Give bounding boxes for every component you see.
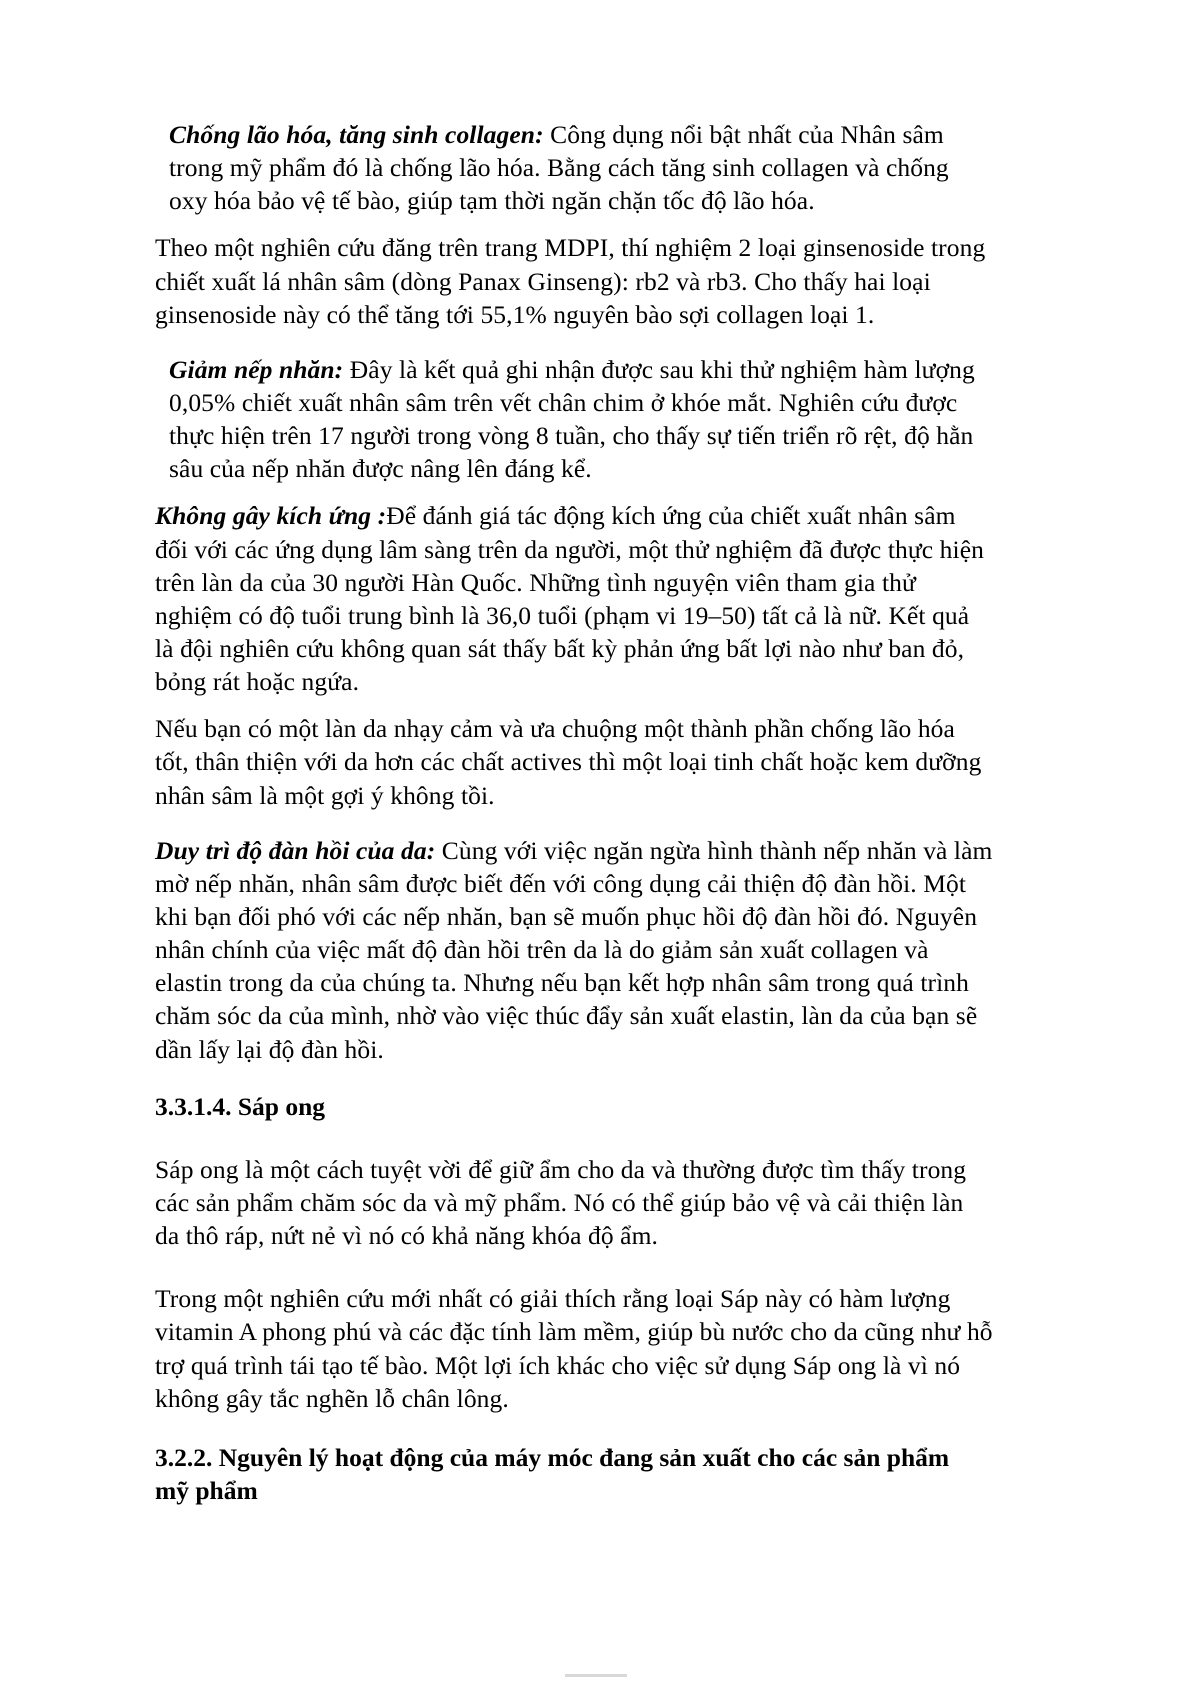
heading-machine-principles-line2: mỹ phẩm: [155, 1475, 258, 1505]
document-body: [155, 118, 993, 1507]
paragraph-wrinkle-reduction: [155, 353, 993, 486]
page-bottom-marker: [565, 1674, 627, 1677]
heading-machine-principles: [155, 1441, 993, 1507]
paragraph-text-elasticity: Cùng với việc ngăn ngừa hình thành nếp nhăn và làm mờ nếp nhăn, nhân sâm được biết đến với công dụng cải thiện độ đàn hồi. Một khi bạn đối phó với các nếp nhăn, bạn sẽ muốn phục hồi độ đàn hồi đó. Nguyên nhân chính của việc mất độ đàn hồi trên da là do giảm sản xuất collagen và elastin trong da của chúng ta. Nhưng nếu bạn kết hợp nhân sâm trong quá trình chăm sóc da của mình, nhờ vào việc thúc đẩy sản xuất elastin, làn da của bạn sẽ dần lấy lại độ đàn hồi.: [155, 835, 993, 1064]
paragraph-text-non-irritating: Để đánh giá tác động kích ứng của chiết xuất nhân sâm đối với các ứng dụng lâm sàng trên da người, một thử nghiệm đã được thực hiện trên làn da của 30 người Hàn Quốc. Những tình nguyện viên tham gia thử nghiệm có độ tuổi trung bình là 36,0 tuổi (phạm vi 19–50) tất cả là nữ. Kết quả là đội nghiên cứu không quan sát thấy bất kỳ phản ứng bất lợi nào như ban đỏ, bỏng rát hoặc ngứa.: [155, 501, 984, 697]
paragraph-lead-elasticity: Duy trì độ đàn hồi của da:: [155, 835, 436, 865]
paragraph-lead-anti-aging: Chống lão hóa, tăng sinh collagen:: [169, 120, 544, 149]
paragraph-mdpi-study: [155, 231, 993, 330]
heading-machine-principles-line1: 3.2.2. Nguyên lý hoạt động của máy móc đang sản xuất cho các sản phẩm: [155, 1442, 950, 1472]
paragraph-lead-wrinkle-reduction: Giảm nếp nhăn:: [169, 354, 344, 384]
paragraph-anti-aging: [155, 118, 993, 217]
paragraph-sensitive-skin: [155, 712, 993, 811]
paragraph-text-beeswax-study: Trong một nghiên cứu mới nhất có giải thích rằng loại Sáp này có hàm lượng vitamin A phong phú và các đặc tính làm mềm, giúp bù nước cho da cũng như hỗ trợ quá trình tái tạo tế bào. Một lợi ích khác cho việc sử dụng Sáp ong là vì nó không gây tắc nghẽn lỗ chân lông.: [155, 1284, 993, 1413]
paragraph-text-wrinkle-reduction: Đây là kết quả ghi nhận được sau khi thử nghiệm hàm lượng 0,05% chiết xuất nhân sâm trên vết chân chim ở khóe mắt. Nghiên cứu được thực hiện trên 17 người trong vòng 8 tuần, cho thấy sự tiến triển rõ rệt, độ hằn sâu của nếp nhăn được nâng lên đáng kể.: [169, 354, 975, 484]
paragraph-beeswax-intro: [155, 1153, 993, 1252]
paragraph-text-mdpi-study: Theo một nghiên cứu đăng trên trang MDPI, thí nghiệm 2 loại ginsenoside trong chiết xuất lá nhân sâm (dòng Panax Ginseng): rb2 và rb3. Cho thấy hai loại ginsenoside này có thể tăng tới 55,1% nguyên bào sợi collagen loại 1.: [155, 233, 986, 329]
paragraph-text-sensitive-skin: Nếu bạn có một làn da nhạy cảm và ưa chuộng một thành phần chống lão hóa tốt, thân thiện với da hơn các chất actives thì một loại tinh chất hoặc kem dưỡng nhân sâm là một gợi ý không tồi.: [155, 714, 982, 810]
heading-sap-ong: 3.3.1.4. Sáp ong: [155, 1091, 326, 1121]
paragraph-text-anti-aging: Công dụng nổi bật nhất của Nhân sâm trong mỹ phẩm đó là chống lão hóa. Bằng cách tăng sinh collagen và chống oxy hóa bảo vệ tế bào, giúp tạm thời ngăn chặn tốc độ lão hóa.: [169, 120, 949, 216]
paragraph-elasticity: [155, 834, 993, 1066]
paragraph-text-beeswax-intro: Sáp ong là một cách tuyệt vời để giữ ẩm cho da và thường được tìm thấy trong các sản phẩm chăm sóc da và mỹ phẩm. Nó có thể giúp bảo vệ và cải thiện làn da thô ráp, nứt nẻ vì nó có khả năng khóa độ ẩm.: [155, 1154, 967, 1251]
paragraph-beeswax-study: [155, 1282, 993, 1415]
paragraph-lead-non-irritating: Không gây kích ứng :: [155, 501, 387, 531]
paragraph-non-irritating: [155, 499, 993, 698]
